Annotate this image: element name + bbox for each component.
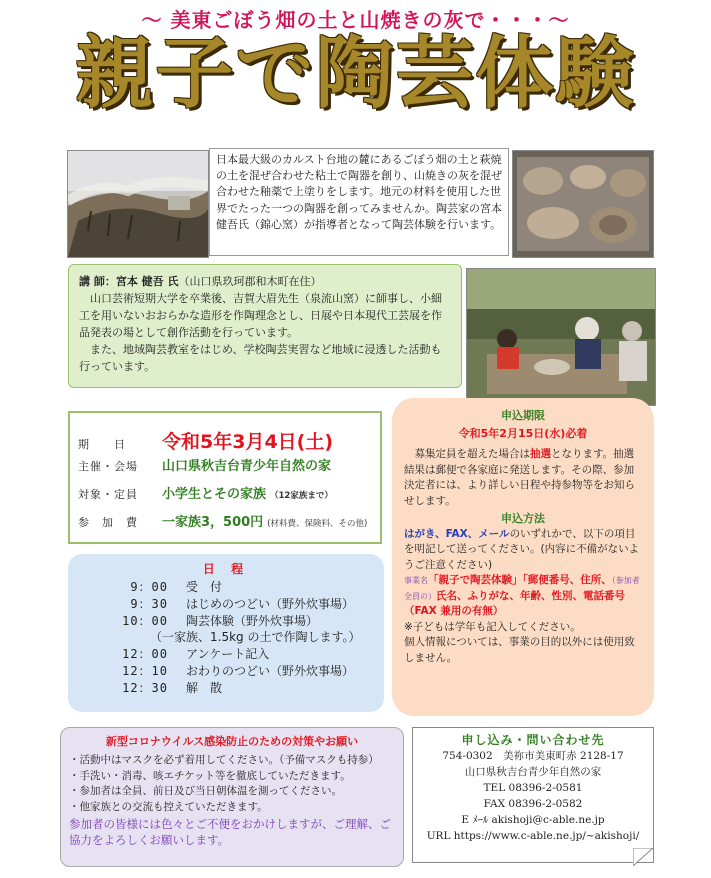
schedule-item [78, 629, 374, 646]
contact-fax: FAX 08396-2-0582 [483, 798, 583, 810]
covid-item: ・他家族との交流も控えていただきます。 [69, 801, 268, 814]
schedule-event: 陶芸体験（野外炊事場） [186, 613, 319, 628]
fee-note: (材料費、保険料、その他) [267, 519, 368, 529]
contact-address: 754-0302 美祢市美東町赤 2128-17 [442, 750, 624, 762]
contact-tel: TEL 08396-2-0581 [483, 782, 583, 794]
schedule-event: アンケート記入 [186, 647, 270, 662]
photo-workshop [466, 268, 656, 406]
host-venue: 山口県秋吉台青少年自然の家 [162, 459, 332, 474]
contact-email[interactable]: E ﾒｰﾙ akishoji@c-able.ne.jp [461, 814, 605, 826]
fee-label: 参 加 費 [78, 516, 138, 529]
grade-note: ※子どもは学年も記入してください。 [404, 620, 581, 633]
host-label: 主催・会場 [78, 460, 138, 473]
covid-closing: 参加者の皆様には色々とご不便をおかけしますが、ご理解、ご協力をよろしくお願いします。 [69, 816, 391, 847]
covid-item: ・参加者は全員、前日及び当日朝体温を測ってください。 [69, 785, 342, 798]
schedule-title: 日 程 [202, 562, 250, 576]
schedule-note: （一家族、1.5kg の土で作陶します。） [150, 630, 361, 645]
method-heading: 申込方法 [501, 512, 545, 525]
schedule-item [78, 680, 374, 697]
deadline-date: 令和5年2月15日(水)必着 [458, 426, 588, 440]
contact-heading: 申し込み・問い合わせ先 [461, 733, 605, 747]
schedule-box [68, 554, 384, 712]
items-label: 事業名 [404, 576, 428, 585]
instructor-box [68, 264, 462, 388]
subtitle: 〜 美東ごぼう畑の土と山焼きの灰で・・・〜 [141, 8, 570, 32]
covid-heading: 新型コロナウイルス感染防止のための対策やお願い [105, 735, 359, 748]
schedule-time: 12：30 [122, 680, 168, 695]
schedule-time: 9：00 [130, 580, 168, 594]
schedule-time: 12：00 [122, 647, 168, 662]
page-fold-icon [633, 848, 653, 866]
schedule-item [78, 613, 374, 630]
schedule-event: 受 付 [186, 580, 223, 594]
intro-text: 日本最大級のカルスト台地の麓にあるごぼう畑の土と萩焼の土を混ぜ合わせた粘土で陶器を創り、山焼きの灰を混ぜ合わせた釉薬で上塗りをします。地元の材料を使用した世界でたった一つの陶器を創ってみませんか。陶芸家の宮本健吾氏（錦心窯）が指導者となって陶芸体験を行います。 [209, 148, 509, 256]
capacity-note: （12家族まで） [270, 491, 333, 501]
schedule-time: 9：30 [130, 596, 168, 611]
contact-box [412, 727, 654, 863]
schedule-item [78, 596, 374, 613]
required-items: 事業名「親子で陶芸体験」「郵便番号、住所、（参加者全員の）氏名、ふりがな、年齢、性別、電話番号（FAX 兼用の有無） [404, 574, 640, 617]
schedule-time: 12：10 [122, 663, 168, 678]
photo-mountain-burning [67, 150, 209, 258]
target-audience: 小学生とその家族 [162, 487, 267, 502]
method-text: はがき、FAX、メールのいずれかで、以下の項目を明記して送ってください。(内容に不備がないようご注意ください) [404, 527, 640, 571]
target-label: 対象・定員 [78, 488, 138, 501]
instructor-location: （山口県玖珂郡和木町在住） [178, 275, 322, 288]
covid-item: ・活動中はマスクを必ず着用してください。（予備マスクも持参） [69, 753, 379, 766]
deadline-heading: 申込期限 [501, 409, 545, 422]
event-info [68, 411, 382, 544]
photo-pottery [512, 150, 654, 258]
fee-value: 一家族3，500円 [162, 515, 264, 530]
schedule-item [78, 579, 374, 596]
method-emphasis: はがき、FAX、メール [404, 527, 510, 540]
contact-org: 山口県秋吉台青少年自然の家 [464, 766, 602, 778]
covid-item: ・手洗い・消毒、咳エチケット等を徹底していただきます。 [69, 769, 351, 782]
schedule-item [78, 646, 374, 663]
schedule-event: おわりのつどい（野外炊事場） [186, 663, 355, 678]
lottery-text: 募集定員を超えた場合は抽選となります。抽選結果は郵便で各家庭に発送します。その際、参加決定者には、より詳しい日程や持参物等をお知らせします。 [404, 448, 635, 507]
lottery-emphasis: 抽選 [530, 448, 551, 460]
instructor-label: 講 師：宮本 健吾 氏 [79, 275, 179, 288]
schedule-event: 解 散 [186, 680, 223, 695]
schedule-time: 10：00 [122, 613, 168, 628]
event-date: 令和5年3月4日(土) [162, 431, 334, 453]
instructor-bio: 山口芸術短期大学を卒業後、吉賀大眉先生（泉流山窯）に師事し、小細工を用いないおおらかな造形を作陶理念とし、日展や日本現代工芸展を作品発表の場として創作活動を行っています。 [79, 292, 442, 339]
schedule-event: はじめのつどい（野外炊事場） [186, 596, 355, 611]
covid-box [60, 727, 404, 867]
privacy-note: 個人情報については、事業の目的以外には使用致しません。 [404, 636, 635, 664]
date-label: 期 日 [78, 438, 126, 451]
application-box [392, 398, 654, 716]
instructor-activities: また、地域陶芸教室をはじめ、学校陶芸実習など地域に浸透した活動も行っています。 [79, 343, 442, 373]
page-title: 親子で陶芸体験 [75, 29, 636, 119]
schedule-item [78, 663, 374, 680]
contact-url[interactable]: URL https://www.c-able.ne.jp/~akishoji/ [426, 830, 640, 842]
